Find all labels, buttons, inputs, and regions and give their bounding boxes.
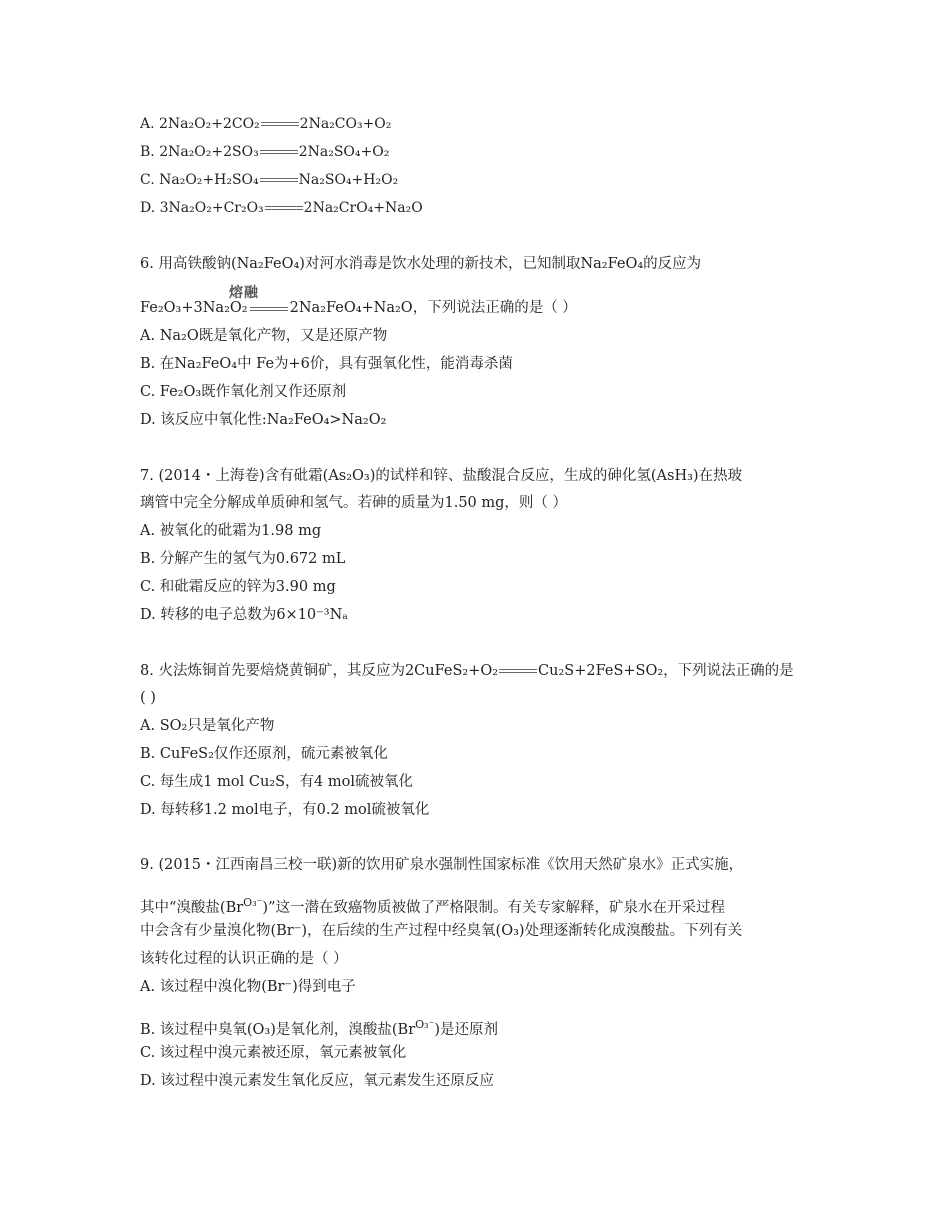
- q5-option-c: [140, 170, 398, 190]
- equals-sign-icon: [499, 666, 537, 676]
- q9-stem2-right: )”这一潜在致癌物质被做了严格限制。有关专家解释，矿泉水在开采过程: [262, 900, 725, 916]
- q5-option-c-reactants: C. Na₂O₂+H₂SO₄: [140, 172, 259, 188]
- q9-stem-line2: [140, 893, 725, 918]
- q8-stem-line2: ( ): [140, 690, 156, 706]
- q7-option-c: C. 和砒霜反应的锌为3.90 mg: [140, 579, 336, 595]
- q5-option-a-products: 2Na₂CO₃+O₂: [299, 116, 392, 132]
- q7-stem-line2: 璃管中完全分解成单质砷和氢气。若砷的质量为1.50 mg，则（ ）: [140, 495, 568, 511]
- q9-option-b-left: B. 该过程中臭氧(O₃)是氧化剂，溴酸盐(Br: [140, 1022, 416, 1038]
- q6-stem-line2: [140, 298, 577, 318]
- q5-option-d: [140, 198, 423, 218]
- q8-option-a: A. SO₂只是氧化产物: [140, 718, 275, 734]
- equals-sign-icon: [265, 203, 303, 213]
- q8-stem-right: Cu₂S+2FeS+SO₂，下列说法正确的是: [538, 663, 794, 679]
- q5-option-b-products: 2Na₂SO₄+O₂: [298, 144, 390, 160]
- q9-option-c: C. 该过程中溴元素被还原，氧元素被氧化: [140, 1045, 407, 1061]
- q9-stem-line1: 9. (2015・江西南昌三校一联)新的饮用矿泉水强制性国家标准《饮用天然矿泉水》正式实施，: [140, 857, 744, 873]
- q5-option-c-products: Na₂SO₄+H₂O₂: [298, 172, 399, 188]
- q5-option-a-reactants: A. 2Na₂O₂+2CO₂: [140, 116, 260, 132]
- q6-option-a: A. Na₂O既是氧化产物，又是还原产物: [140, 328, 388, 344]
- q6-option-c: C. Fe₂O₃既作氧化剂又作还原剂: [140, 384, 347, 400]
- q9-stem-line3: 中会含有少量溴化物(Br⁻)，在后续的生产过程中经臭氧(O₃)处理逐渐转化成溴酸盐。下列有关: [140, 923, 743, 939]
- q5-option-b-reactants: B. 2Na₂O₂+2SO₃: [140, 144, 259, 160]
- q9-option-b: [140, 1015, 498, 1040]
- q7-stem-line1: 7. (2014・上海卷)含有砒霜(As₂O₃)的试样和锌、盐酸混合反应，生成的砷化氢(AsH₃)在热玻: [140, 468, 743, 484]
- q5-option-d-reactants: D. 3Na₂O₂+Cr₂O₃: [140, 200, 264, 216]
- q7-option-a: A. 被氧化的砒霜为1.98 mg: [140, 523, 322, 539]
- bromate-ion-superscript: O₃⁻: [415, 1018, 435, 1031]
- q9-option-a: A. 该过程中溴化物(Br⁻)得到电子: [140, 979, 356, 995]
- q9-stem-line4: 该转化过程的认识正确的是（ ）: [140, 951, 348, 967]
- equals-sign-icon: [260, 175, 298, 185]
- q6-stem-rest: 2Na₂FeO₄+Na₂O，下列说法正确的是（ ）: [289, 300, 577, 316]
- q7-option-d: D. 转移的电子总数为6×10⁻³Nₐ: [140, 607, 348, 623]
- q6-reactants: Fe₂O₃+3Na₂O₂: [140, 300, 248, 316]
- q6-option-b: B. 在Na₂FeO₄中 Fe为+6价，具有强氧化性，能消毒杀菌: [140, 356, 513, 372]
- q8-option-b: B. CuFeS₂仅作还原剂，硫元素被氧化: [140, 746, 388, 762]
- q5-option-d-products: 2Na₂CrO₄+Na₂O: [303, 200, 423, 216]
- q9-option-b-right: )是还原剂: [434, 1022, 499, 1038]
- q7-option-b: B. 分解产生的氢气为0.672 mL: [140, 551, 346, 567]
- q8-stem-line1: [140, 661, 794, 681]
- q6-stem-line1: 6. 用高铁酸钠(Na₂FeO₄)对河水消毒是饮水处理的新技术，已知制取Na₂FeO₄的反应为: [140, 256, 702, 272]
- equals-sign-icon: [260, 147, 298, 157]
- q9-stem2-left: 其中“溴酸盐(Br: [140, 900, 244, 916]
- q8-option-c: C. 每生成1 mol Cu₂S，有4 mol硫被氧化: [140, 774, 413, 790]
- equals-sign-icon: [250, 301, 288, 315]
- q5-option-a: [140, 114, 391, 134]
- q6-option-d: D. 该反应中氧化性:Na₂FeO₄>Na₂O₂: [140, 412, 387, 428]
- q6-reaction-condition: 熔融: [229, 285, 259, 301]
- q8-stem-left: 8. 火法炼铜首先要焙烧黄铜矿，其反应为2CuFeS₂+O₂: [140, 663, 499, 679]
- q9-option-d: D. 该过程中溴元素发生氧化反应，氧元素发生还原反应: [140, 1073, 494, 1089]
- q8-option-d: D. 每转移1.2 mol电子，有0.2 mol硫被氧化: [140, 802, 430, 818]
- equals-sign-icon: [261, 119, 299, 129]
- q5-option-b: [140, 142, 389, 162]
- bromate-ion-superscript: O₃⁻: [243, 896, 263, 909]
